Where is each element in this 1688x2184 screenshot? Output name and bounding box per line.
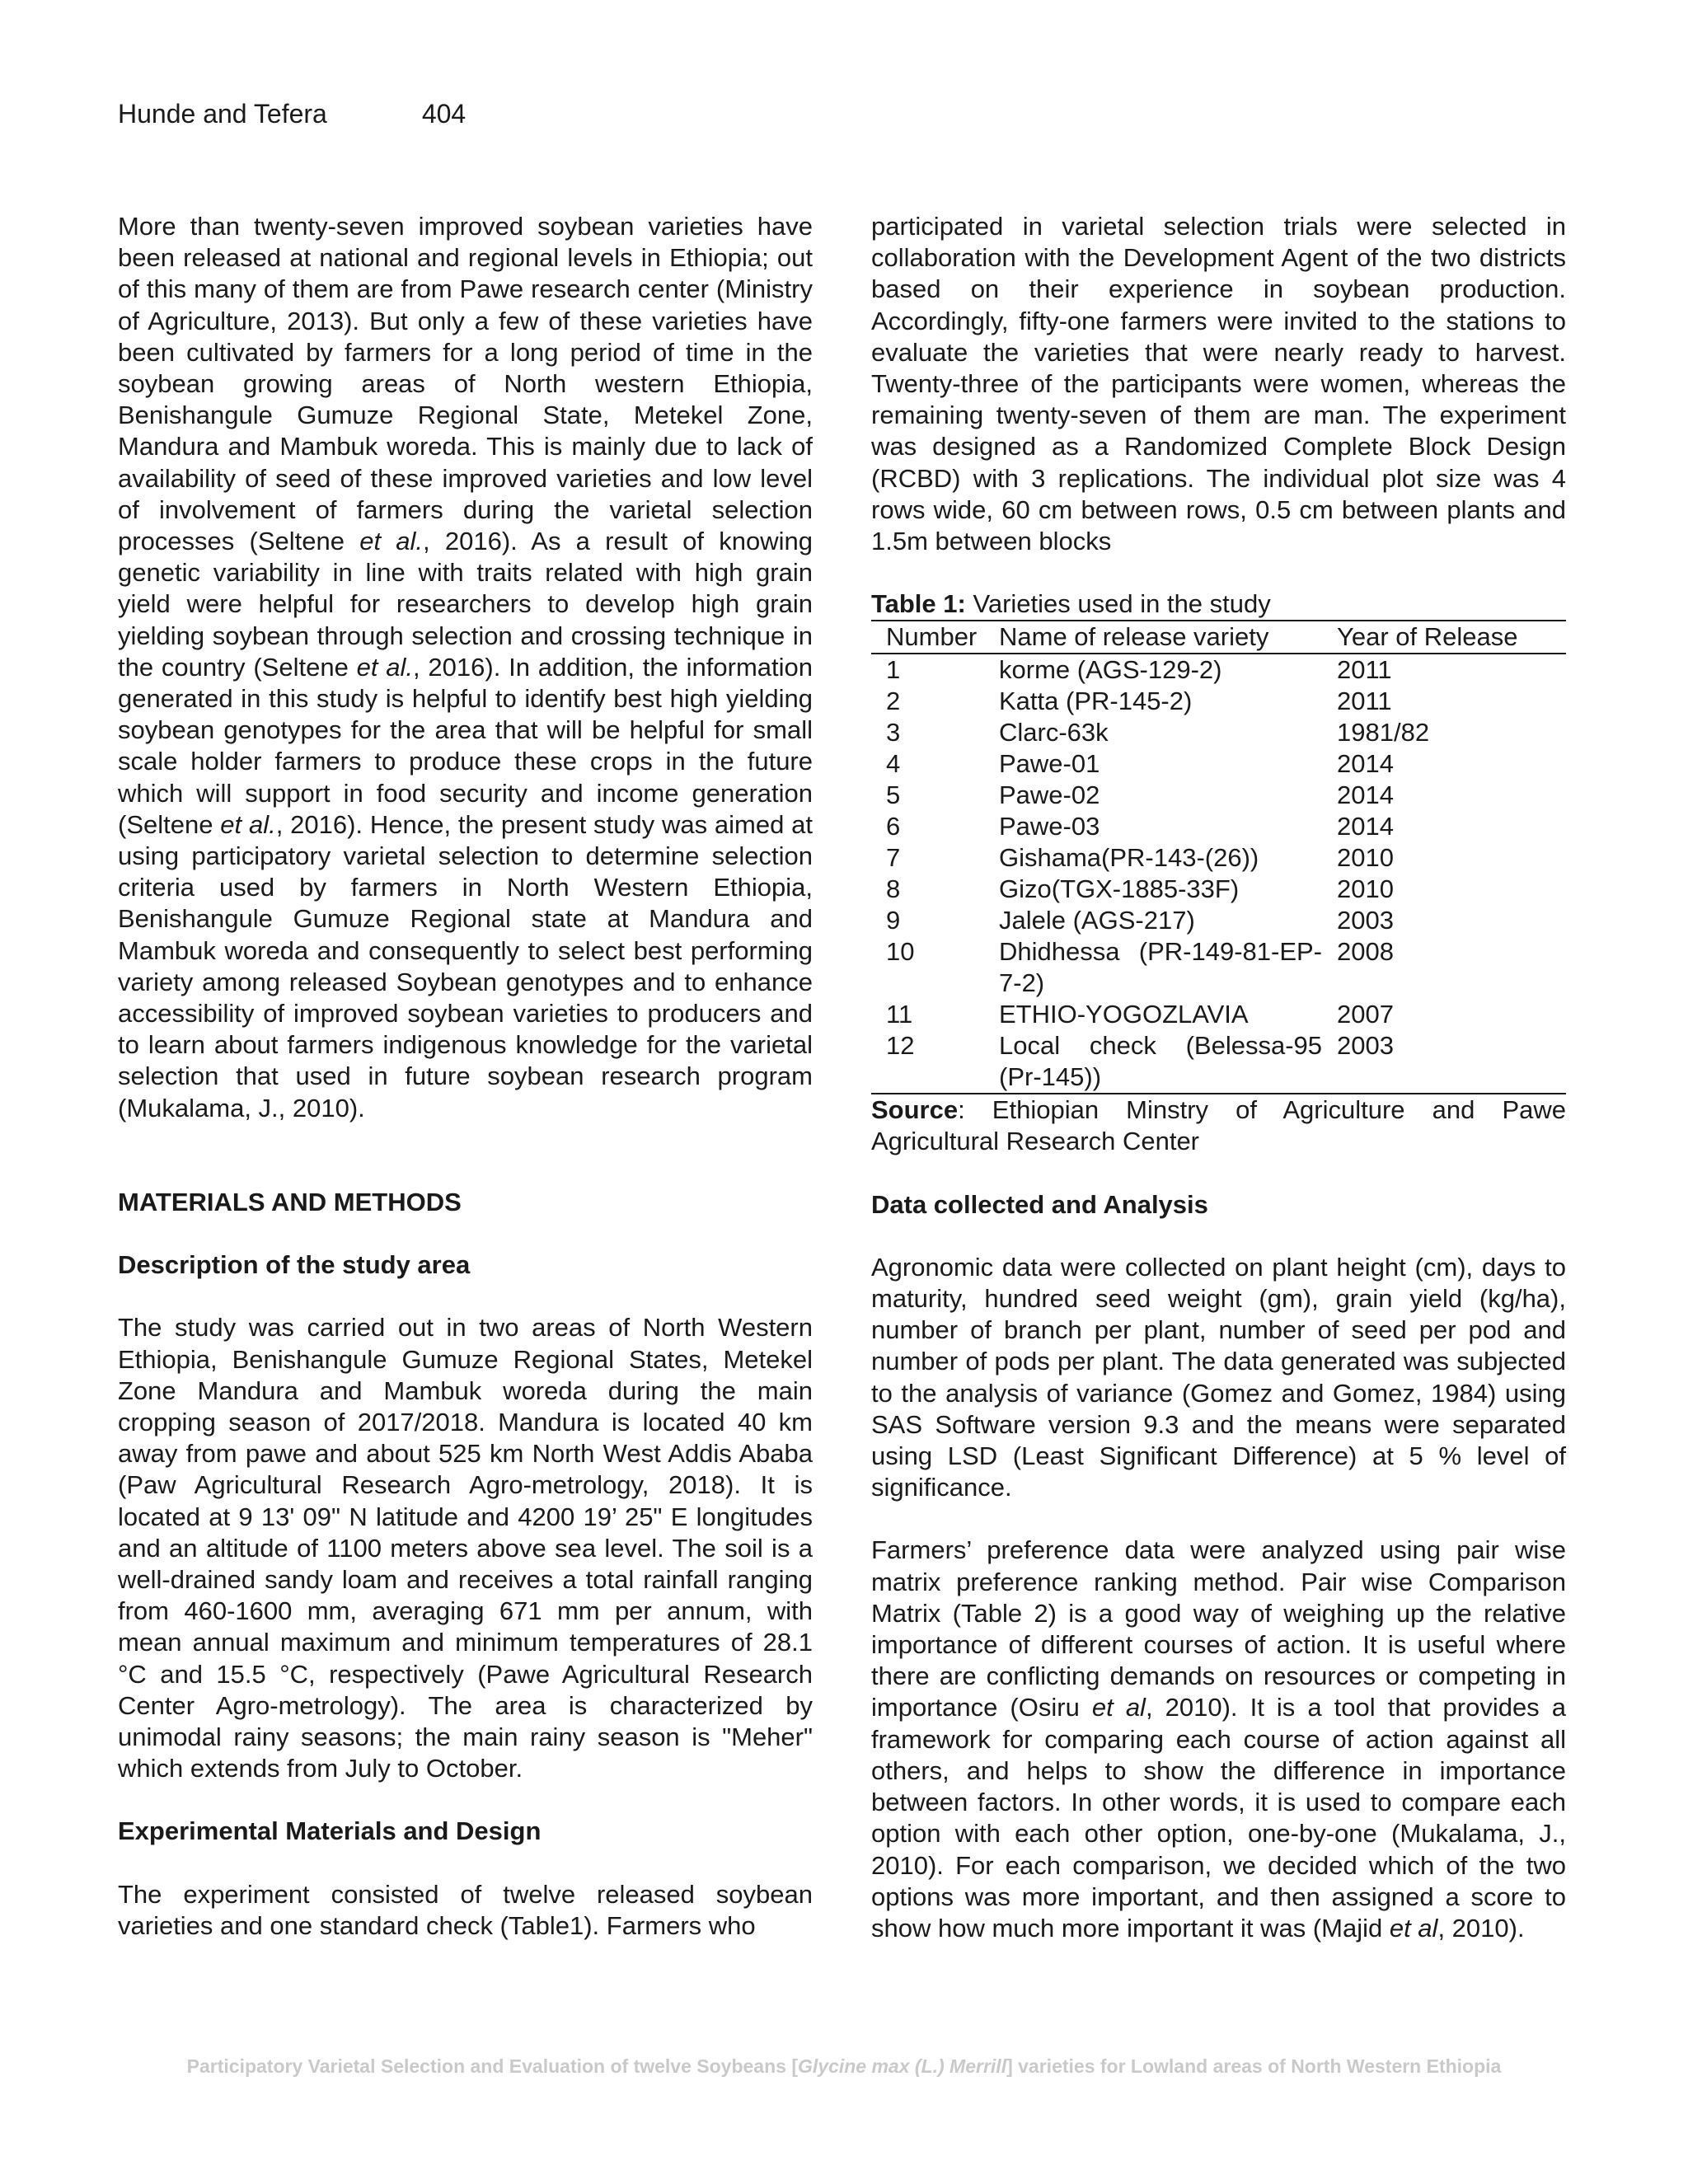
experimental-design-heading: Experimental Materials and Design: [118, 1816, 542, 1846]
header-variety: Name of release variety: [999, 622, 1269, 652]
running-head-authors: Hunde and Tefera: [118, 99, 327, 129]
table-row: 4 Pawe-01 2014: [886, 749, 1394, 779]
header-number: Number: [886, 622, 978, 652]
right-column: [871, 211, 1566, 1944]
header-year: Year of Release: [1337, 622, 1518, 652]
study-area-paragraph: The study was carried out in two areas of North Western Ethiopia, Benishangule Gumuze Regional States, Metekel Zone Mandura and Mambuk woreda during the main cropping season of 2017/2018. Mandura is located 40 km away from pawe and about 525 km North West Addis Ababa (Paw Agricultural Research Agro-metrology, 2018). It is located at 9 13' 09" N latitude and 4200 19’ 25" E longitudes and an altitude of 1100 meters above sea level. The soil is a well-drained sandy loam and receives a total rainfall ranging from 460-1600 mm, averaging 671 mm per annum, with mean annual maximum and minimum temperatures of 28.1 °C and 15.5 °C, respectively (Pawe Agricultural Research Center Agro-metrology). The area is characterized by unimodal rainy seasons; the main rainy season is "Meher" which extends from July to October.: [118, 1313, 813, 1783]
study-area-heading: Description of the study area: [118, 1250, 471, 1280]
table-source: Source: Ethiopian Minstry of Agriculture and Pawe Agricultural Research Center: [871, 1095, 1566, 1156]
table-row: 5 Pawe-02 2014: [886, 780, 1394, 810]
table-row: 11 ETHIO-YOGOZLAVIA 2007: [886, 1000, 1394, 1029]
table-row: 1 korme (AGS-129-2) 2011: [886, 655, 1392, 685]
running-footer: Participatory Varietal Selection and Evaluation of twelve Soybeans [Glycine max (L.) Merrill] varieties for Lowland areas of North Western Ethiopia: [186, 2055, 1502, 2077]
table-row: 2 Katta (PR-145-2) 2011: [886, 687, 1392, 716]
intro-paragraph: More than twenty-seven improved soybean varieties have been released at national and regional levels in Ethiopia; out of this many of them are from Pawe research center (Ministry of Agriculture, 2013). But only a few of these varieties have been cultivated by farmers for a long period of time in the soybean growing areas of North western Ethiopia, Benishangule Gumuze Regional State, Metekel Zone, Mandura and Mambuk woreda. This is mainly due to lack of availability of seed of these improved varieties and low level of involvement of farmers during the varietal selection processes (Seltene et al., 2016). As a result of knowing genetic variability in line with traits related with high grain yield were helpful for researchers to develop high grain yielding soybean through selection and crossing technique in the country (Seltene et al., 2016). In addition, the information generated in this study is helpful to identify best high yielding soybean genotypes for the area that will be helpful for small scale holder farmers to produce these crops in the future which will support in food security and income generation (Seltene et al., 2016). Hence, the present study was aimed at using participatory varietal selection to determine selection criteria used by farmers in North Western Ethiopia, Benishangule Gumuze Regional state at Mandura and Mambuk woreda and consequently to select best performing variety among released Soybean genotypes and to enhance accessibility of improved soybean varieties to producers and to learn about farmers indigenous knowledge for the varietal selection that used in future soybean research program (Mukalama, J., 2010).: [118, 212, 814, 1122]
preference-paragraph: Farmers’ preference data were analyzed using pair wise matrix preference ranking method. Pair wise Comparison Matrix (Table 2) is a good way of weighing up the relative importance of different courses of action. It is useful where there are conflicting demands on resources or competing in importance (Osiru et al, 2010). It is a tool that provides a framework for comparing each course of action against all others, and helps to show the difference in importance between factors. In other words, it is used to compare each option with each other option, one-by-one (Mukalama, J., 2010). For each comparison, we decided which of the two options was more important, and then assigned a score to show how much more important it was (Majid et al, 2010).: [871, 1535, 1566, 1943]
varieties-table: [871, 620, 1566, 1094]
page-number: 404: [421, 99, 467, 129]
table-row: 9 Jalele (AGS-217) 2003: [886, 906, 1394, 935]
experimental-paragraph: The experiment consisted of twelve released soybean varieties and one standard check (Table1). Farmers who: [118, 1879, 813, 1940]
data-analysis-heading: Data collected and Analysis: [871, 1189, 1208, 1219]
table-row: 12 Local check (Belessa-95 (Pr-145)) 2003: [871, 1030, 1566, 1094]
table-caption: Table 1: Varieties used in the study: [871, 589, 1271, 619]
table-header-row: [871, 621, 1566, 654]
data-analysis-paragraph: Agronomic data were collected on plant height (cm), days to maturity, hundred seed weight (gm), grain yield (kg/ha), number of branch per plant, number of seed per pod and number of pods per plant. The data generated was subjected to the analysis of variance (Gomez and Gomez, 1984) using SAS Software version 9.3 and the means were separated using LSD (Least Significant Difference) at 5 % level of significance.: [871, 1252, 1566, 1502]
table-row: 10 Dhidhessa (PR-149-81-EP-7-2) 2008: [886, 937, 1394, 998]
materials-methods-heading: MATERIALS AND METHODS: [118, 1187, 462, 1216]
running-head: [118, 97, 466, 130]
table-row: 3 Clarc-63k 1981/82: [886, 718, 1430, 748]
table-row: 6 Pawe-03 2014: [886, 812, 1394, 841]
table-row: 7 Gishama(PR-143-(26)) 2010: [886, 843, 1394, 873]
table-row: 8 Gizo(TGX-1885-33F) 2010: [886, 874, 1394, 904]
continued-paragraph: participated in varietal selection trials were selected in collaboration with the Development Agent of the two districts based on their experience in soybean production. Accordingly, fifty-one farmers were invited to the stations to evaluate the varieties that were nearly ready to harvest. Twenty-three of the participants were women, whereas the remaining twenty-seven of them are man. The experiment was designed as a Randomized Complete Block Design (RCBD) with 3 replications. The individual plot size was 4 rows wide, 60 cm between rows, 0.5 cm between plants and 1.5m between blocks: [871, 212, 1566, 556]
left-column: [118, 211, 813, 1942]
